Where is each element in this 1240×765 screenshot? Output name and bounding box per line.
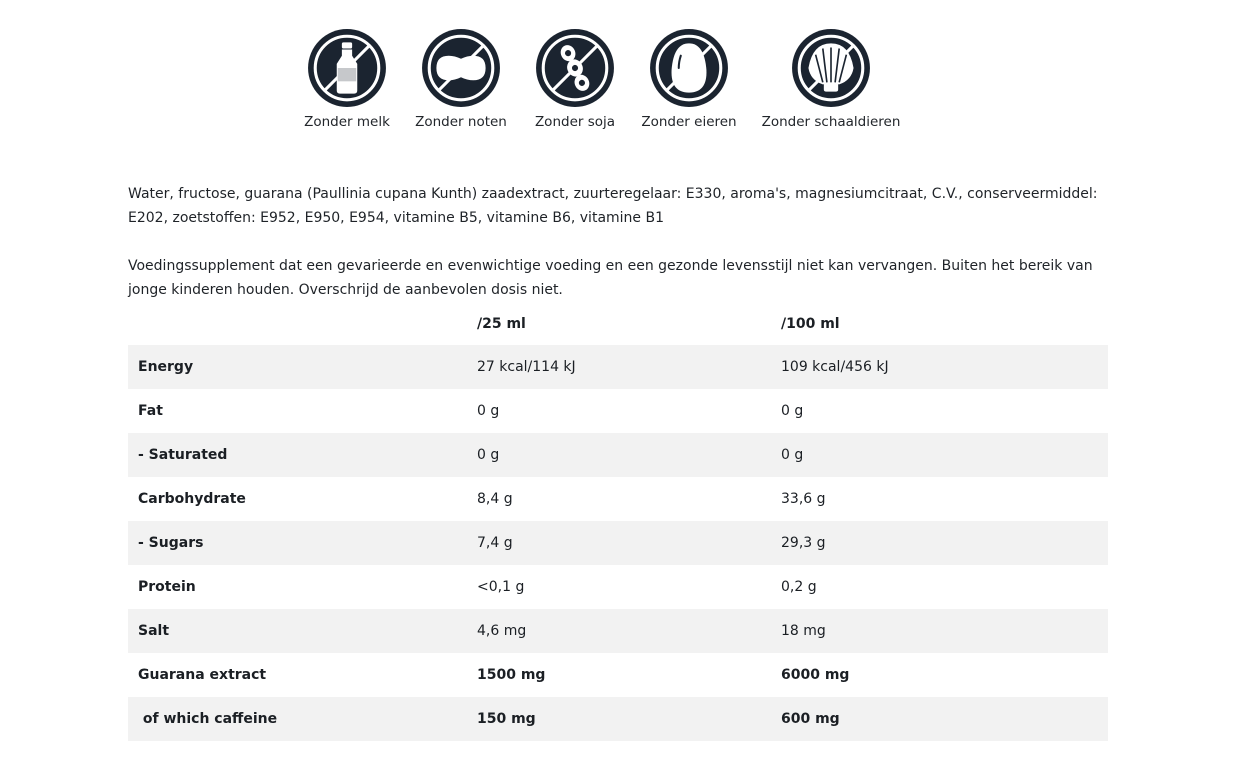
- nutrient-name: Salt: [128, 609, 477, 653]
- nutrition-table: [128, 302, 1108, 741]
- value-per-100ml: 18 mg: [781, 609, 1108, 653]
- table-row: [128, 477, 1108, 521]
- nutrient-name: of which caffeine: [128, 697, 477, 741]
- nutrient-name: Energy: [128, 345, 477, 389]
- value-per-25ml: 8,4 g: [477, 491, 513, 507]
- table-row: [128, 521, 1108, 565]
- no-shellfish-icon: [790, 27, 872, 109]
- value-per-25ml: 4,6 mg: [477, 609, 781, 653]
- column-header-per-25ml: /25 ml: [477, 315, 526, 332]
- nutrient-name: - Saturated: [128, 433, 477, 477]
- value-per-100ml: 33,6 g: [781, 491, 826, 507]
- value-per-25ml: 0 g: [477, 433, 781, 477]
- column-header-nutrient: [128, 302, 477, 345]
- nutrient-name: Guarana extract: [138, 667, 267, 683]
- nutrient-name: Fat: [138, 403, 163, 419]
- value-per-100ml: 29,3 g: [781, 521, 1108, 565]
- table-row: [128, 609, 1108, 653]
- value-per-100ml: 0 g: [781, 433, 1108, 477]
- table-row: [128, 345, 1108, 389]
- allergen-label: Zonder soja: [534, 114, 616, 130]
- allergen-badges: [0, 27, 1240, 137]
- value-per-25ml: 7,4 g: [477, 521, 781, 565]
- no-nuts-icon: [420, 27, 502, 109]
- allergen-label: Zonder melk: [304, 114, 390, 130]
- ingredients-text: Water, fructose, guarana (Paullinia cupana Kunth) zaadextract, zuurteregelaar: E330, aroma's, magnesiumcitraat, C.V., conserveermiddel: E202, zoetstoffen: E952, E950, E954, vitamine B5, vitamine B6, vitamine B1: [128, 186, 1098, 226]
- table-row: [128, 433, 1108, 477]
- value-per-25ml: 0 g: [477, 403, 500, 419]
- allergen-no-shellfish: [756, 27, 906, 130]
- table-header-row: [128, 302, 1108, 345]
- value-per-100ml: 0 g: [781, 403, 804, 419]
- value-per-25ml: 27 kcal/114 kJ: [477, 345, 781, 389]
- nutrient-name: Protein: [138, 579, 196, 595]
- nutrient-name: - Sugars: [128, 521, 477, 565]
- table-row: [128, 565, 1108, 609]
- supplement-disclaimer: Voedingssupplement dat een gevarieerde en evenwichtige voeding en een gezonde levensstijl niet kan vervangen. Buiten het bereik van jonge kinderen houden. Overschrijd de aanbevolen dosis niet.: [128, 258, 1093, 298]
- value-per-100ml: 0,2 g: [781, 579, 817, 595]
- column-header-per-100ml: /100 ml: [781, 315, 840, 332]
- no-eggs-icon: [648, 27, 730, 109]
- value-per-100ml: 6000 mg: [781, 667, 850, 683]
- allergen-label: Zonder eieren: [641, 114, 737, 130]
- value-per-100ml: 109 kcal/456 kJ: [781, 345, 1108, 389]
- allergen-label: Zonder schaaldieren: [761, 114, 901, 130]
- nutrient-name: Carbohydrate: [138, 491, 246, 507]
- allergen-no-eggs: [614, 27, 764, 130]
- table-row: [128, 697, 1108, 741]
- value-per-25ml: <0,1 g: [477, 579, 525, 595]
- value-per-25ml: 1500 mg: [477, 667, 546, 683]
- value-per-25ml: 150 mg: [477, 697, 781, 741]
- allergen-label: Zonder noten: [415, 114, 507, 130]
- value-per-100ml: 600 mg: [781, 697, 1108, 741]
- table-row: [128, 653, 1108, 697]
- no-soy-icon: [534, 27, 616, 109]
- no-milk-icon: [306, 27, 388, 109]
- table-row: [128, 389, 1108, 433]
